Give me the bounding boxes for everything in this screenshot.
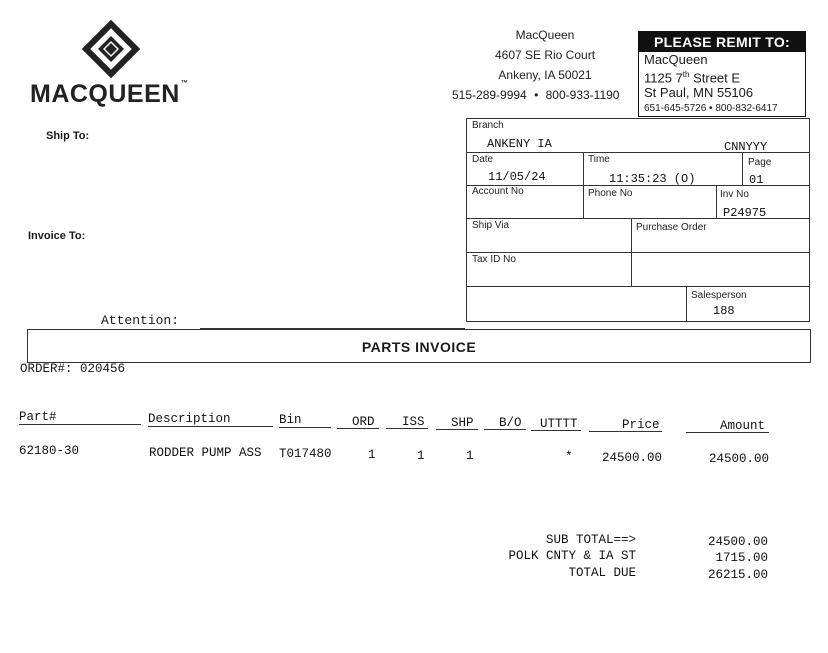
item-ord: 1	[368, 448, 376, 462]
total-due-value: 26215.00	[707, 568, 768, 582]
col-amount: Amount	[720, 419, 766, 433]
grid-line	[631, 218, 632, 286]
item-part: 62180-30	[19, 444, 80, 458]
time-label: Time	[588, 154, 610, 165]
branch-value: ANKENY IA	[487, 137, 552, 151]
col-iss: ISS	[402, 415, 425, 429]
col-part: Part#	[19, 410, 57, 424]
remit-box	[638, 31, 806, 117]
logo-wordmark: MACQUEEN	[30, 80, 180, 108]
col-description: Description	[148, 412, 231, 426]
macqueen-diamond-logo-icon	[78, 20, 144, 78]
logo	[30, 20, 200, 110]
salesperson-label: Salesperson	[691, 290, 747, 301]
tax-value: 1715.00	[715, 551, 768, 565]
total-due-label: TOTAL DUE	[568, 566, 636, 580]
remit-name: MacQueen	[644, 52, 708, 67]
col-bin: Bin	[279, 413, 302, 427]
account-label: Account No	[472, 186, 524, 197]
company-phone-1: 515-289-9994	[452, 88, 527, 102]
date-value: 11/05/24	[488, 170, 546, 184]
phone-label: Phone No	[588, 188, 633, 199]
item-iss: 1	[417, 449, 425, 463]
col-ord: ORD	[352, 415, 375, 429]
col-amount-underline	[686, 432, 769, 433]
grid-line	[466, 252, 810, 253]
col-part-underline	[19, 424, 141, 425]
col-bin-underline	[279, 427, 331, 428]
col-utttt: UTTTT	[540, 417, 578, 431]
subtotal-label: SUB TOTAL==>	[545, 533, 636, 547]
col-price: Price	[622, 418, 660, 432]
remit-heading: PLEASE REMIT TO:	[639, 32, 805, 52]
col-iss-underline	[386, 428, 428, 429]
col-bo: B/O	[499, 416, 522, 430]
item-price: 24500.00	[601, 451, 662, 465]
col-description-underline	[148, 426, 273, 427]
item-utttt: *	[565, 450, 573, 464]
col-ord-underline	[337, 428, 379, 429]
date-label: Date	[472, 154, 494, 165]
subtotal-value: 24500.00	[707, 535, 768, 549]
remit-street-suffix: th	[682, 70, 690, 79]
remit-city: St Paul, MN 55106	[644, 85, 754, 101]
item-bin: T017480	[279, 447, 332, 461]
document-title: PARTS INVOICE	[361, 339, 477, 355]
item-shp: 1	[466, 449, 474, 463]
item-description: RODDER PUMP ASS	[149, 446, 262, 460]
remit-street	[644, 67, 805, 85]
inv-no-value: P24975	[723, 206, 767, 220]
company-city: Ankeny, IA 50021	[498, 68, 592, 82]
page-value: 01	[749, 173, 764, 187]
col-shp: SHP	[451, 416, 474, 430]
invoice-to-label: Invoice To:	[28, 230, 86, 242]
time-value: 11:35:23 (O)	[609, 172, 696, 186]
grid-line	[583, 152, 584, 218]
branch-code: CNNYYY	[724, 140, 768, 154]
col-bo-underline	[484, 429, 526, 430]
col-utttt-underline	[531, 430, 581, 431]
company-phones	[452, 88, 619, 102]
trademark-symbol: ™	[180, 80, 189, 87]
phone-separator: •	[534, 88, 539, 102]
purchase-order-label: Purchase Order	[636, 222, 707, 233]
col-price-underline	[589, 431, 662, 432]
grid-line	[716, 185, 717, 218]
tax-id-label: Tax ID No	[472, 254, 516, 265]
company-name: MacQueen	[515, 28, 575, 42]
grid-line	[466, 286, 810, 287]
title-bar	[27, 329, 811, 363]
attention-label: Attention:	[101, 313, 180, 328]
remit-street-name: Street E	[689, 70, 741, 86]
col-shp-underline	[436, 429, 478, 430]
salesperson-value: 188	[713, 304, 735, 318]
order-number: ORDER#: 020456	[20, 362, 126, 376]
inv-no-label: Inv No	[720, 189, 749, 200]
item-amount: 24500.00	[708, 452, 769, 466]
company-street: 4607 SE Rio Court	[494, 48, 596, 62]
tax-label: POLK CNTY & IA ST	[508, 549, 636, 563]
company-phone-2: 800-933-1190	[545, 88, 620, 102]
remit-phones: 651-645-5726 • 800-832-6417	[644, 103, 778, 115]
ship-to-label: Ship To:	[46, 130, 90, 142]
page-label: Page	[748, 157, 772, 168]
grid-line	[686, 286, 687, 322]
remit-street-number: 1125 7	[644, 70, 683, 86]
branch-label: Branch	[472, 120, 504, 131]
ship-via-label: Ship Via	[472, 220, 510, 231]
grid-line	[742, 152, 743, 185]
